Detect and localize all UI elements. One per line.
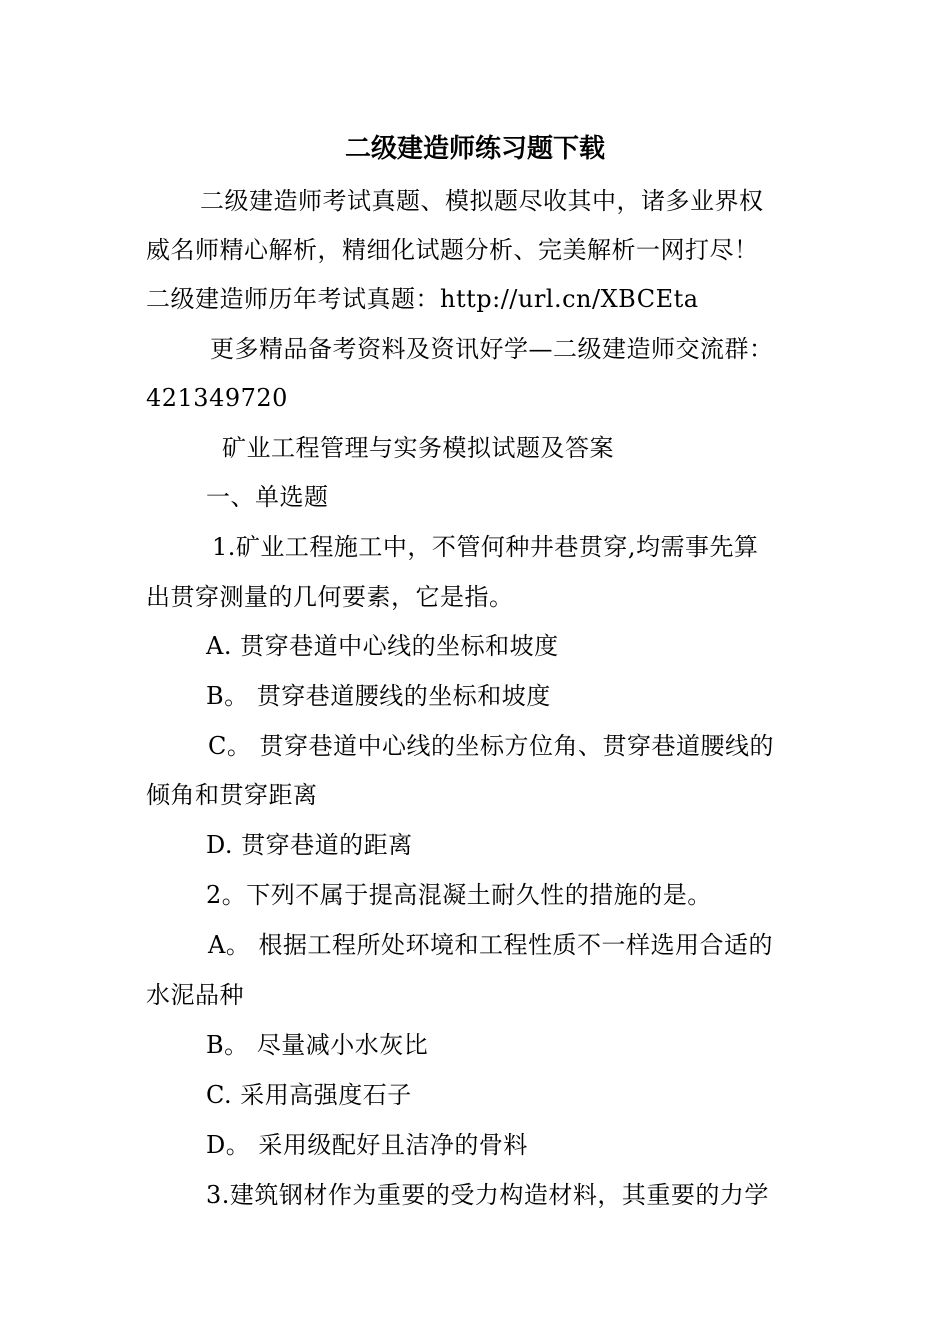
intro-line-2: 威名师精心解析，精细化试题分析、完美解析一网打尽！ — [146, 236, 759, 264]
intro-line-4: 更多精品备考资料及资讯好学—二级建造师交流群： — [210, 335, 774, 363]
q2-stem: 2。下列不属于提高混凝土耐久性的措施的是。 — [206, 881, 712, 909]
q1-option-c-line-2: 倾角和贯穿距离 — [146, 781, 318, 809]
q1-option-d: D. 贯穿巷道的距离 — [206, 831, 413, 859]
section-heading: 一、单选题 — [206, 483, 329, 511]
q2-option-a-line-1: A。 根据工程所处环境和工程性质不一样选用合适的 — [208, 931, 773, 959]
q3-stem-line-1: 3.建筑钢材作为重要的受力构造材料，其重要的力学 — [206, 1181, 769, 1209]
q1-stem-line-1: 1.矿业工程施工中，不管何种井巷贯穿,均需事先算 — [212, 533, 759, 561]
intro-line-1: 二级建造师考试真题、模拟题尽收其中，诸多业界权 — [200, 187, 764, 215]
q2-option-b: B。 尽量减小水灰比 — [206, 1031, 429, 1059]
q2-option-d: D。 采用级配好且洁净的骨料 — [206, 1131, 528, 1159]
intro-line-3: 二级建造师历年考试真题：http://url.cn/XBCEta — [146, 285, 699, 313]
q1-option-b: B。 贯穿巷道腰线的坐标和坡度 — [206, 682, 551, 710]
q2-option-c: C. 采用高强度石子 — [206, 1081, 412, 1109]
q1-stem-line-2: 出贯穿测量的几何要素，它是指。 — [146, 583, 514, 611]
q1-option-a: A. 贯穿巷道中心线的坐标和坡度 — [206, 632, 559, 660]
q1-option-c-line-1: C。 贯穿巷道中心线的坐标方位角、贯穿巷道腰线的 — [208, 732, 774, 760]
q2-option-a-line-2: 水泥品种 — [146, 981, 244, 1009]
exam-subtitle: 矿业工程管理与实务模拟试题及答案 — [222, 434, 614, 462]
document-title: 二级建造师练习题下载 — [344, 134, 605, 164]
group-number: 421349720 — [146, 384, 288, 412]
